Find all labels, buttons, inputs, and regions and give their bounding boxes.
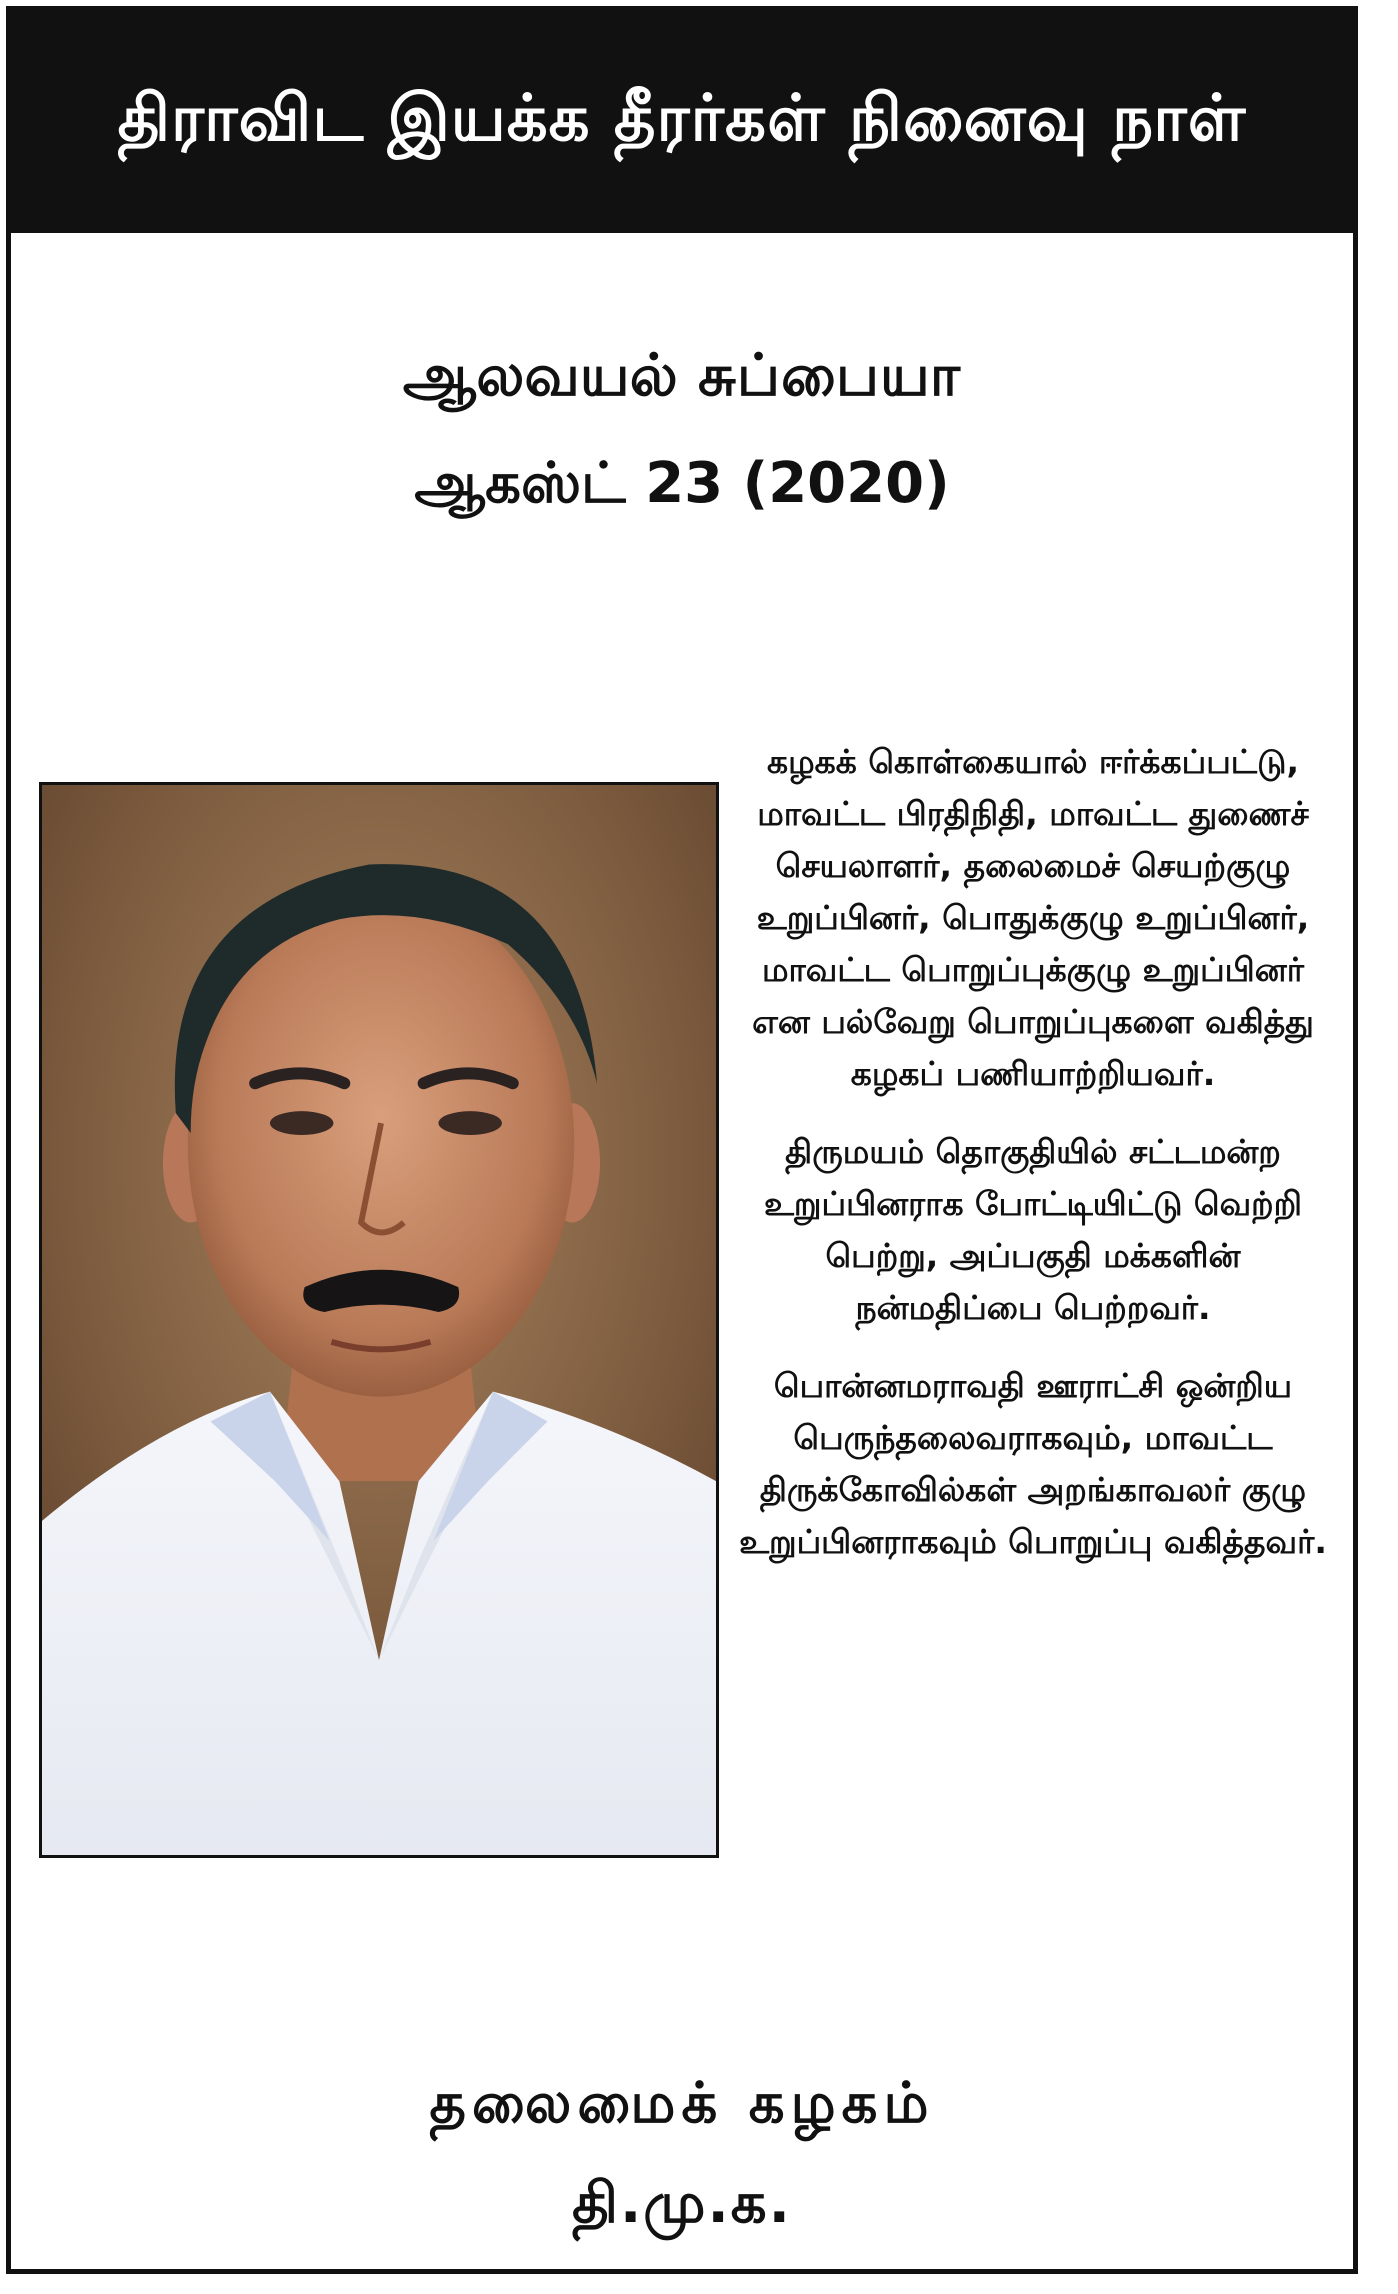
poster-frame: [6, 6, 1358, 2274]
bio-paragraph: கழகக் கொள்கையால் ஈர்க்கப்பட்டு, மாவட்ட பிரதிநிதி, மாவட்ட துணைச் செயலாளர், தலைமைச் செயற்குழு உறுப்பினர், பொதுக்குழு உறுப்பினர், மாவட்ட பொறுப்புக்குழு உறுப்பினர் என பல்வேறு பொறுப்புகளை வகித்து கழகப் பணியாற்றியவர்.: [752, 742, 1314, 1093]
person-name: [11, 341, 1353, 417]
footer-party: தி.மு.க.: [572, 2171, 792, 2236]
biography: [733, 736, 1333, 1594]
banner-title: திராவிட இயக்க தீரர்கள் நினைவு நாள்: [117, 80, 1247, 156]
name-prefix: ஆலவயல்: [402, 341, 678, 409]
portrait-photo: [39, 782, 719, 1858]
bio-paragraph: திருமயம் தொகுதியில் சட்டமன்ற உறுப்பினராக போட்டியிட்டு வெற்றி பெற்று, அப்பகுதி மக்களின் நன்மதிப்பை பெற்றவர்.: [763, 1132, 1303, 1327]
bio-paragraph: பொன்னமராவதி ஊராட்சி ஒன்றிய பெருந்தலைவராகவும், மாவட்ட திருக்கோவில்கள் அறங்காவலர் குழு உறுப்பினராகவும் பொறுப்பு வகித்தவர்.: [739, 1366, 1327, 1561]
footer-organization: தலைமைக் கழகம்: [429, 2071, 935, 2136]
portrait-illustration: [42, 785, 716, 1855]
name-main: சுப்பையா: [698, 341, 962, 409]
title-banner: [11, 11, 1353, 233]
memorial-date: ஆகஸ்ட் 23 (2020): [414, 451, 950, 516]
